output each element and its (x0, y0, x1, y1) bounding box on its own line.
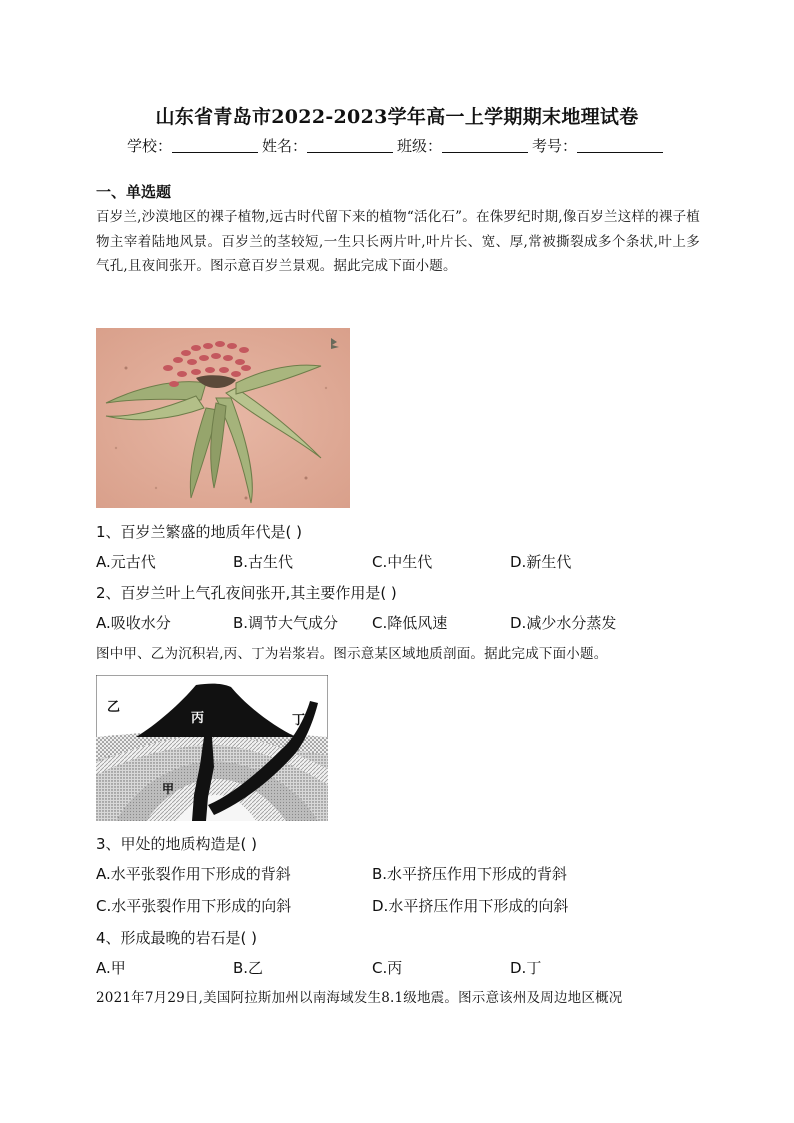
label-jia: 甲 (162, 782, 175, 796)
q3-option-c[interactable]: C.水平张裂作用下形成的向斜 (96, 897, 292, 915)
q1-option-b[interactable]: B.古生代 (233, 553, 294, 571)
question-4-stem: 4、形成最晚的岩石是( ) (96, 929, 258, 947)
student-info-line (0, 135, 794, 156)
q2-option-c[interactable]: C.降低风速 (372, 614, 448, 632)
q1-option-d[interactable]: D.新生代 (510, 553, 572, 571)
number-blank (577, 138, 663, 153)
school-label: 学校： (126, 137, 172, 155)
q3-option-a[interactable]: A.水平张裂作用下形成的背斜 (96, 865, 291, 883)
q2-option-d[interactable]: D.减少水分蒸发 (510, 614, 617, 632)
q3-option-b[interactable]: B.水平挤压作用下形成的背斜 (372, 865, 568, 883)
geologic-cross-section (96, 675, 328, 821)
number-label: 考号： (532, 137, 578, 155)
class-blank (442, 138, 528, 153)
q1-option-a[interactable]: A.元古代 (96, 553, 156, 571)
passage-welwitschia: 百岁兰,沙漠地区的裸子植物,远古时代留下来的植物“活化石”。在侏罗纪时期,像百岁兰这样的裸子植物主宰着陆地风景。百岁兰的茎较短,一生只长两片叶,叶片长、宽、厚,常被撕裂成多个条状,叶上多气孔,且夜间张开。图示意百岁兰景观。据此完成下面小题。 (96, 209, 700, 274)
q2-option-b[interactable]: B.调节大气成分 (233, 614, 339, 632)
q1-option-c[interactable]: C.中生代 (372, 553, 433, 571)
passage-geology: 图中甲、乙为沉积岩,丙、丁为岩浆岩。图示意某区域地质剖面。据此完成下面小题。 (96, 646, 608, 662)
exam-title: 山东省青岛市2022-2023学年高一上学期期末地理试卷 (155, 106, 639, 128)
welwitschia-photo (96, 328, 350, 508)
school-blank (172, 138, 258, 153)
section-title: 一、单选题 (96, 183, 172, 201)
name-label: 姓名： (261, 137, 307, 155)
label-bing: 丙 (191, 711, 205, 726)
class-label: 班级： (397, 137, 443, 155)
label-yi: 乙 (107, 700, 121, 715)
q4-option-b[interactable]: B.乙 (233, 959, 264, 977)
q4-option-d[interactable]: D.丁 (510, 959, 542, 977)
question-2-stem: 2、百岁兰叶上气孔夜间张开,其主要作用是( ) (96, 584, 397, 602)
question-1-stem: 1、百岁兰繁盛的地质年代是( ) (96, 523, 303, 541)
q2-option-a[interactable]: A.吸收水分 (96, 614, 171, 632)
question-3-stem: 3、甲处的地质构造是( ) (96, 835, 258, 853)
q3-option-d[interactable]: D.水平挤压作用下形成的向斜 (372, 897, 569, 915)
name-blank (307, 138, 393, 153)
q4-option-c[interactable]: C.丙 (372, 959, 403, 977)
q4-option-a[interactable]: A.甲 (96, 959, 126, 977)
label-ding: 丁 (292, 713, 306, 728)
passage-earthquake: 2021年7月29日,美国阿拉斯加州以南海域发生8.1级地震。图示意该州及周边地区概况 (96, 990, 623, 1006)
